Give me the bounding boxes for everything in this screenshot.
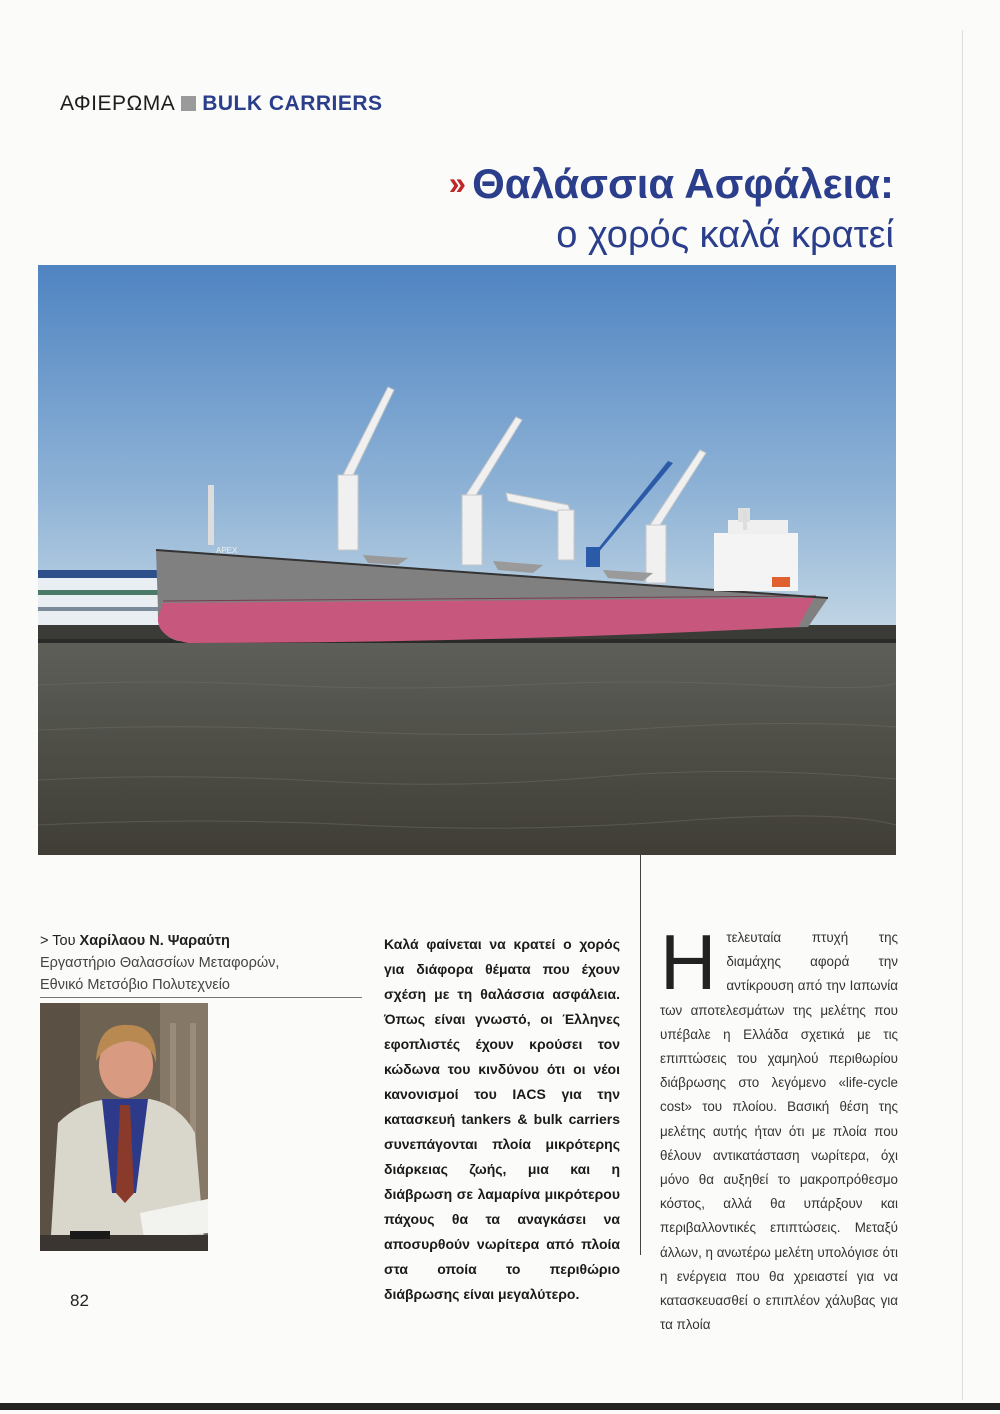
byline <box>40 930 370 996</box>
author-portrait <box>40 1003 208 1251</box>
byline-rule <box>40 997 362 998</box>
byline-prefix: > Του <box>40 933 76 949</box>
drop-cap: Η <box>660 918 717 1006</box>
body-column <box>660 918 898 1337</box>
hull-name-text: APEX <box>216 546 238 555</box>
lead-paragraph: Καλά φαίνεται να κρατεί ο χορός για διάφορα θέματα που έχουν σχέση με τη θαλάσσια ασφάλεια. Όπως είναι γνωστό, οι Έλληνες εφοπλιστές έχουν κρούσει τον κώδωνα του κινδύνου ότι οι νέοι κανονισμοί του IACS για την κατασκευή tankers & bulk carriers συνεπάγονται πλοία μικρότερης διάρκειας ζωής, μια και η διάβρωση σε λαμαρίνα μικρότερου πάχους θα τα αναγκάσει να αποσυρθούν νωρίτερα από πλοία στα οποία το περιθώριο διάβρωσης είναι μεγαλύτερο. <box>384 936 620 1302</box>
section-separator-square <box>181 96 196 111</box>
article-title-line-2: ο χορός καλά κρατεί <box>556 214 894 256</box>
column-divider <box>640 855 641 1255</box>
author-name: Χαρίλαου Ν. Ψαραύτη <box>79 933 230 949</box>
bottom-bar <box>0 1403 1000 1410</box>
ship-photo <box>38 265 896 855</box>
title-text-1: Θαλάσσια Ασφάλεια: <box>472 160 894 207</box>
byline-author-line <box>40 930 370 952</box>
body-text: τελευταία πτυχή της διαμάχης αφορά την αντίκρουση από την Ιαπωνία των αποτελεσμάτων της μελέτης που υπέβαλε η Ελλάδα σχετικά με τις επιπτώσεις του χαμηλού περιθωρίου διάβρωσης στο λεγόμενο «life-cycle cost» του πλοίου. Βασική θέση της μελέτης αυτής ήταν ότι με πλοία που θέλουν αντικατάσταση νωρίτερα, όχι μόνο θα αυξηθεί το μακροπρόθεσμο κόστος, αλλά θα υπάρξουν και περιβαλλοντικές επιπτώσεις. Μεταξύ άλλων, η ανωτέρω μελέτη υπολόγισε ότι η ενέργεια που θα χρειαστεί για να κατασκευασθεί ο επιπλέον χάλυβας για τα πλοία <box>660 930 898 1333</box>
page-edge <box>962 30 963 1400</box>
title-marker-icon: ›› <box>448 165 463 201</box>
section-prefix: ΑΦΙΕΡΩΜΑ <box>60 92 176 115</box>
author-affiliation-2: Εθνικό Μετσόβιο Πολυτεχνείο <box>40 977 231 993</box>
section-header <box>60 92 383 116</box>
author-affiliation-1: Εργαστήριο Θαλασσίων Μεταφορών, <box>40 955 280 971</box>
page-number: 82 <box>70 1291 89 1310</box>
article-title-line-1 <box>449 160 894 208</box>
section-topic: BULK CARRIERS <box>202 92 383 115</box>
